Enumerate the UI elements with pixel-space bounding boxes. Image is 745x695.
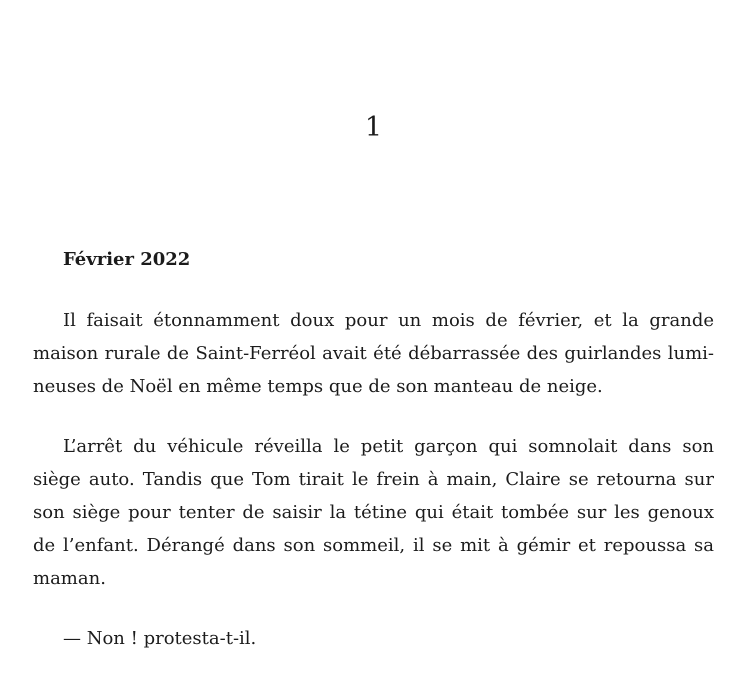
paragraph: L’arrêt du véhicule réveilla le petit garçon qui somnolait dans son siège auto. Tandis que Tom tirait le frein à main, Claire se retourna sur son siège pour tenter de saisir la tétine qui était tombée sur les genoux de l’enfant. Dérangé dans son sommeil, il se mit à gémir et repoussa sa maman. bbox=[33, 436, 714, 589]
section-heading-date: Février 2022 bbox=[63, 249, 191, 270]
dialogue-line: — Non ! protesta-t-il. bbox=[63, 628, 257, 649]
chapter-number: 1 bbox=[364, 112, 383, 143]
paragraph: Il faisait étonnamment doux pour un mois de février, et la grande maison rurale de Saint-Ferréol avait été débarrassée des guirlandes lumineuses de Noël en même temps que de son manteau de neige. bbox=[33, 310, 714, 397]
